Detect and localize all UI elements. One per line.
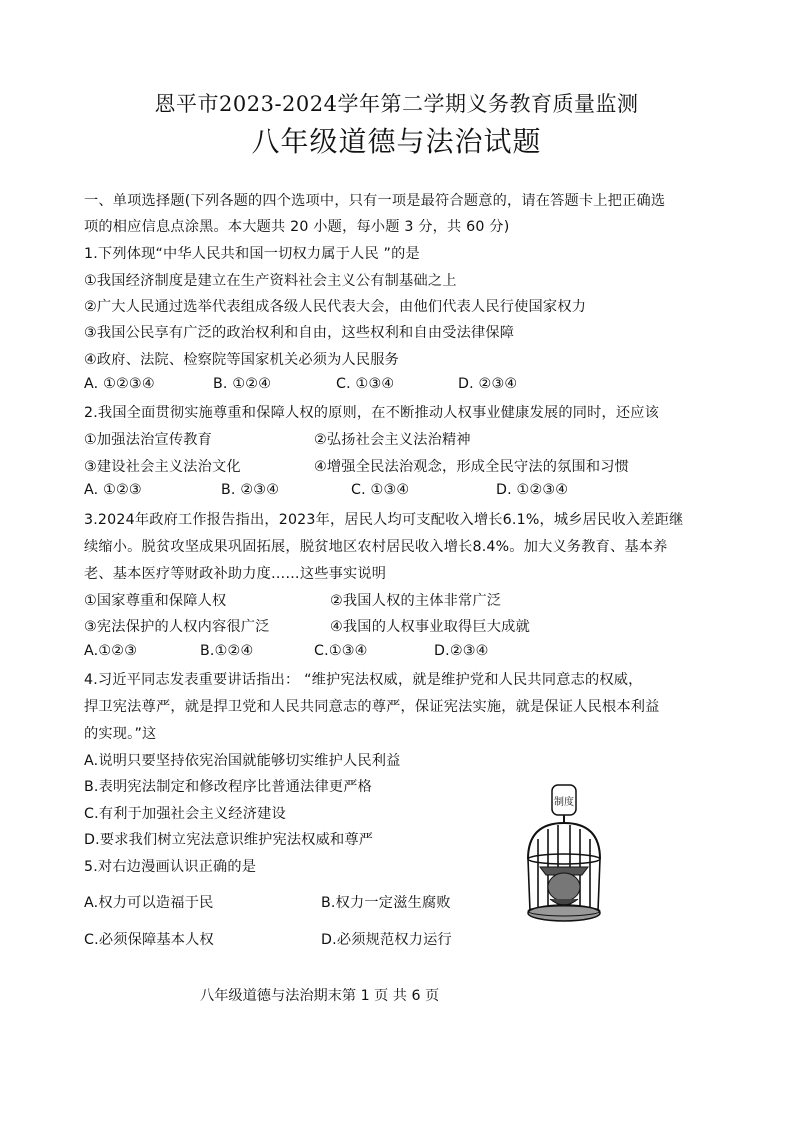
question-2-statement-4: ④增强全民法治观念，形成全民守法的氛围和习惯 (314, 459, 630, 475)
question-2-option-c: C. ①③④ (351, 482, 410, 498)
question-3-option-c: C.①③④ (314, 643, 368, 659)
question-5-option-b: B.权力一定滋生腐败 (321, 895, 451, 911)
question-4-option-a: A.说明只要坚持依宪治国就能够切实维护人民利益 (84, 753, 401, 769)
page-footer: 八年级道德与法治期末第 1 页 共 6 页 (200, 988, 440, 1004)
question-5-option-c: C.必须保障基本人权 (84, 932, 214, 948)
question-3-option-b: B.①②④ (200, 643, 254, 659)
question-4-option-b: B.表明宪法制定和修改程序比普通法律更严格 (84, 779, 373, 795)
question-2-statement-1: ①加强法治宣传教育 (84, 432, 213, 448)
question-3-statement-4: ④我国的人权事业取得巨大成就 (330, 619, 530, 635)
question-5-option-a: A.权力可以造福于民 (84, 895, 214, 911)
question-4-stem-line1: 4.习近平同志发表重要讲话指出： “维护宪法权威，就是维护党和人民共同意志的权威， (84, 672, 643, 688)
question-4-stem-line3: 的实现。”这 (84, 726, 157, 742)
question-4-stem-line2: 捍卫宪法尊严，就是捍卫党和人民共同意志的尊严，保证宪法实施，就是保证人民根本利益 (84, 699, 660, 715)
question-3-stem-line3: 老、基本医疗等财政补助力度……这些事实说明 (84, 566, 387, 582)
question-3-statement-2: ②我国人权的主体非常广泛 (330, 593, 502, 609)
cage-tag-label: 制度 (554, 797, 574, 808)
question-3-option-d: D.②③④ (434, 643, 489, 659)
question-1-option-a: A. ①②③④ (84, 376, 155, 392)
question-2-option-d: D. ①②③④ (496, 482, 569, 498)
question-2-statement-3: ③建设社会主义法治文化 (84, 459, 241, 475)
question-2-statement-2: ②弘扬社会主义法治精神 (314, 432, 471, 448)
question-5-stem: 5.对右边漫画认识正确的是 (84, 859, 257, 875)
section-instructions-line1: 一、单项选择题(下列各题的四个选项中，只有一项是最符合题意的，请在答题卡上把正确选 (84, 193, 666, 209)
birdcage-cartoon (520, 783, 608, 925)
question-4-option-d: D.要求我们树立宪法意识维护宪法权威和尊严 (84, 832, 374, 848)
section-instructions-line2: 项的相应信息点涂黑。本大题共 20 小题，每小题 3 分，共 60 分) (84, 219, 510, 235)
question-1-statement-3: ③我国公民享有广泛的政治权利和自由，这些权利和自由受法律保障 (84, 325, 515, 341)
question-1-option-d: D. ②③④ (458, 376, 518, 392)
question-1-option-c: C. ①③④ (336, 376, 395, 392)
question-3-stem-line2: 续缩小。脱贫攻坚成果巩固拓展，脱贫地区农村居民收入增长8.4%。加大义务教育、基本养 (84, 539, 668, 555)
question-2-option-b: B. ②③④ (221, 482, 280, 498)
question-1-option-b: B. ①②④ (213, 376, 272, 392)
question-2-stem: 2.我国全面贯彻实施尊重和保障人权的原则，在不断推动人权事业健康发展的同时，还应该 (84, 405, 660, 421)
question-1-stem: 1.下列体现“中华人民共和国一切权力属于人民 ”的是 (84, 246, 420, 262)
question-3-statement-3: ③宪法保护的人权内容很广泛 (84, 619, 270, 635)
question-1-statement-2: ②广大人民通过选举代表组成各级人民代表大会，由他们代表人民行使国家权力 (84, 299, 587, 315)
question-1-statement-4: ④政府、法院、检察院等国家机关必须为人民服务 (84, 352, 400, 368)
question-3-statement-1: ①国家尊重和保障人权 (84, 593, 227, 609)
question-1-statement-1: ①我国经济制度是建立在生产资料社会主义公有制基础之上 (84, 273, 457, 289)
question-2-option-a: A. ①②③ (84, 482, 142, 498)
exam-subject-title: 八年级道德与法治试题 (251, 125, 542, 158)
exam-header-title: 恩平市2023-2024学年第二学期义务教育质量监测 (154, 92, 639, 116)
question-5-option-d: D.必须规范权力运行 (321, 932, 452, 948)
question-3-option-a: A.①②③ (84, 643, 138, 659)
question-4-option-c: C.有利于加强社会主义经济建设 (84, 806, 286, 822)
question-3-stem-line1: 3.2024年政府工作报告指出，2023年，居民人均可支配收入增长6.1%，城乡居民收入差距继 (84, 512, 684, 528)
